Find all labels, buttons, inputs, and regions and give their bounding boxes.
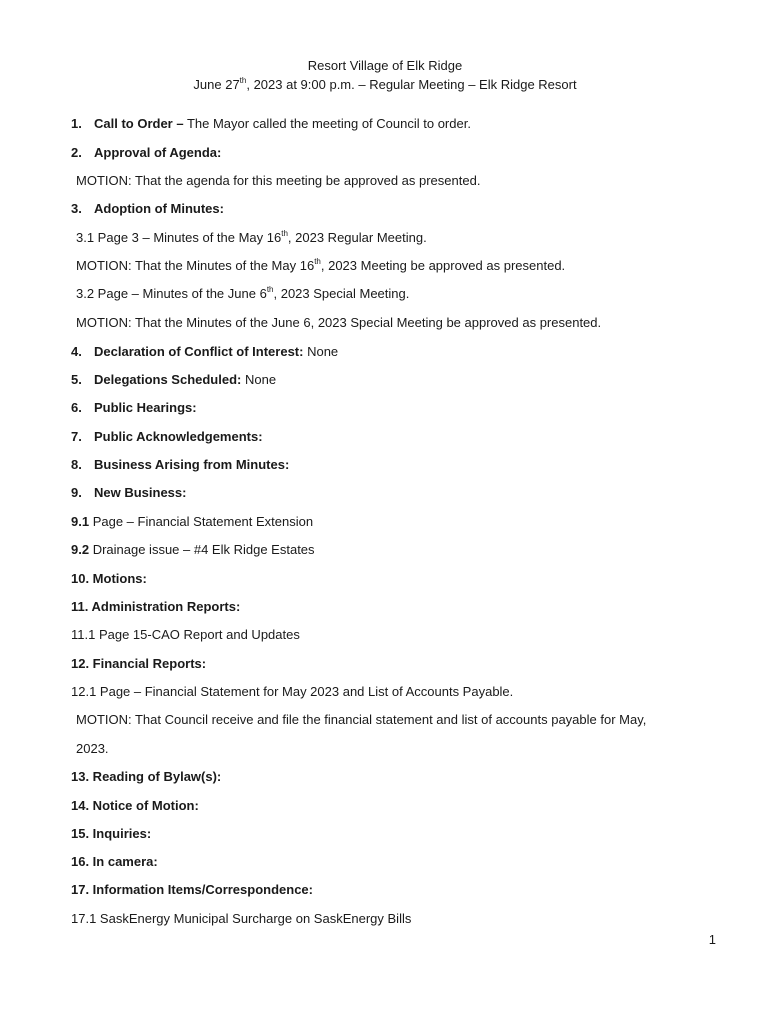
agenda-item-11: 11. Administration Reports: xyxy=(71,599,241,614)
motion-text: MOTION: That the Minutes of the May 16 xyxy=(76,258,315,273)
agenda-item-15: 15. Inquiries: xyxy=(71,826,152,841)
date-suffix: th xyxy=(266,284,274,294)
item-label: Adoption of Minutes: xyxy=(94,201,224,216)
motion-text: , 2023 Meeting be approved as presented. xyxy=(320,258,566,273)
item-number: 2. xyxy=(71,145,82,160)
motion-financial-line-1: MOTION: That Council receive and file the financial statement and list of accounts payable for May, xyxy=(76,712,647,727)
date-suffix: th xyxy=(281,228,288,238)
item-text: None xyxy=(241,372,277,387)
sub-item-text: Drainage issue – #4 Elk Ridge Estates xyxy=(89,542,315,557)
motion-minutes-june: MOTION: That the Minutes of the June 6, 2023 Special Meeting be approved as presented. xyxy=(76,315,602,330)
item-number: 8. xyxy=(71,457,82,472)
date-suffix: th xyxy=(314,256,321,266)
agenda-item-8 xyxy=(71,456,289,473)
sub-item-9-1 xyxy=(71,513,313,530)
page-number: 1 xyxy=(708,932,716,947)
item-label: Call to Order – xyxy=(94,116,184,131)
sub-item-11-1: 11.1 Page 15-CAO Report and Updates xyxy=(71,627,300,642)
sub-item-17-1: 17.1 SaskEnergy Municipal Surcharge on SaskEnergy Bills xyxy=(71,911,412,926)
agenda-item-16: 16. In camera: xyxy=(71,854,158,869)
agenda-item-13: 13. Reading of Bylaw(s): xyxy=(71,769,222,784)
agenda-item-6 xyxy=(71,399,197,416)
item-text: None xyxy=(303,344,339,359)
meeting-subtitle xyxy=(0,77,770,92)
sub-item-text: , 2023 Regular Meeting. xyxy=(287,230,427,245)
item-text: The Mayor called the meeting of Council to order. xyxy=(183,116,471,131)
item-number: 3. xyxy=(71,201,82,216)
motion-agenda: MOTION: That the agenda for this meeting be approved as presented. xyxy=(76,173,481,188)
motion-minutes-may xyxy=(76,257,565,274)
item-label: New Business: xyxy=(94,485,187,500)
item-label: Approval of Agenda: xyxy=(94,145,222,160)
sub-item-text: , 2023 Special Meeting. xyxy=(273,286,410,301)
item-label: Declaration of Conflict of Interest: xyxy=(94,344,304,359)
motion-financial-line-2: 2023. xyxy=(76,741,109,756)
sub-item-number: 9.2 xyxy=(71,542,90,557)
subtitle-rest: , 2023 at 9:00 p.m. – Regular Meeting – Elk Ridge Resort xyxy=(246,77,577,92)
item-number: 7. xyxy=(71,429,82,444)
subtitle-date-suffix: th xyxy=(239,75,247,85)
sub-item-3-1 xyxy=(76,229,427,246)
sub-item-text: Page – Financial Statement Extension xyxy=(89,514,314,529)
item-label: Delegations Scheduled: xyxy=(94,372,242,387)
item-number: 6. xyxy=(71,400,82,415)
subtitle-date: June 27 xyxy=(193,77,240,92)
agenda-item-4 xyxy=(71,343,338,360)
agenda-item-10: 10. Motions: xyxy=(71,571,147,586)
sub-item-12-1: 12.1 Page – Financial Statement for May 2023 and List of Accounts Payable. xyxy=(71,684,514,699)
item-number: 1. xyxy=(71,116,82,131)
agenda-item-14: 14. Notice of Motion: xyxy=(71,798,199,813)
item-number: 9. xyxy=(71,485,82,500)
document-title: Resort Village of Elk Ridge xyxy=(307,58,463,73)
agenda-item-7 xyxy=(71,428,263,445)
sub-item-number: 9.1 xyxy=(71,514,90,529)
sub-item-3-2 xyxy=(76,285,409,302)
sub-item-text: 3.1 Page 3 – Minutes of the May 16 xyxy=(76,230,282,245)
sub-item-text: 3.2 Page – Minutes of the June 6 xyxy=(76,286,267,301)
agenda-item-1 xyxy=(71,115,471,132)
item-label: Business Arising from Minutes: xyxy=(94,457,290,472)
item-label: Public Acknowledgements: xyxy=(94,429,263,444)
agenda-item-9 xyxy=(71,484,186,501)
agenda-item-3 xyxy=(71,200,224,217)
sub-item-9-2 xyxy=(71,541,315,558)
agenda-item-5 xyxy=(71,371,276,388)
item-label: Public Hearings: xyxy=(94,400,197,415)
agenda-item-12: 12. Financial Reports: xyxy=(71,656,207,671)
agenda-item-17: 17. Information Items/Correspondence: xyxy=(71,882,313,897)
item-number: 4. xyxy=(71,344,82,359)
agenda-item-2 xyxy=(71,144,221,161)
item-number: 5. xyxy=(71,372,82,387)
